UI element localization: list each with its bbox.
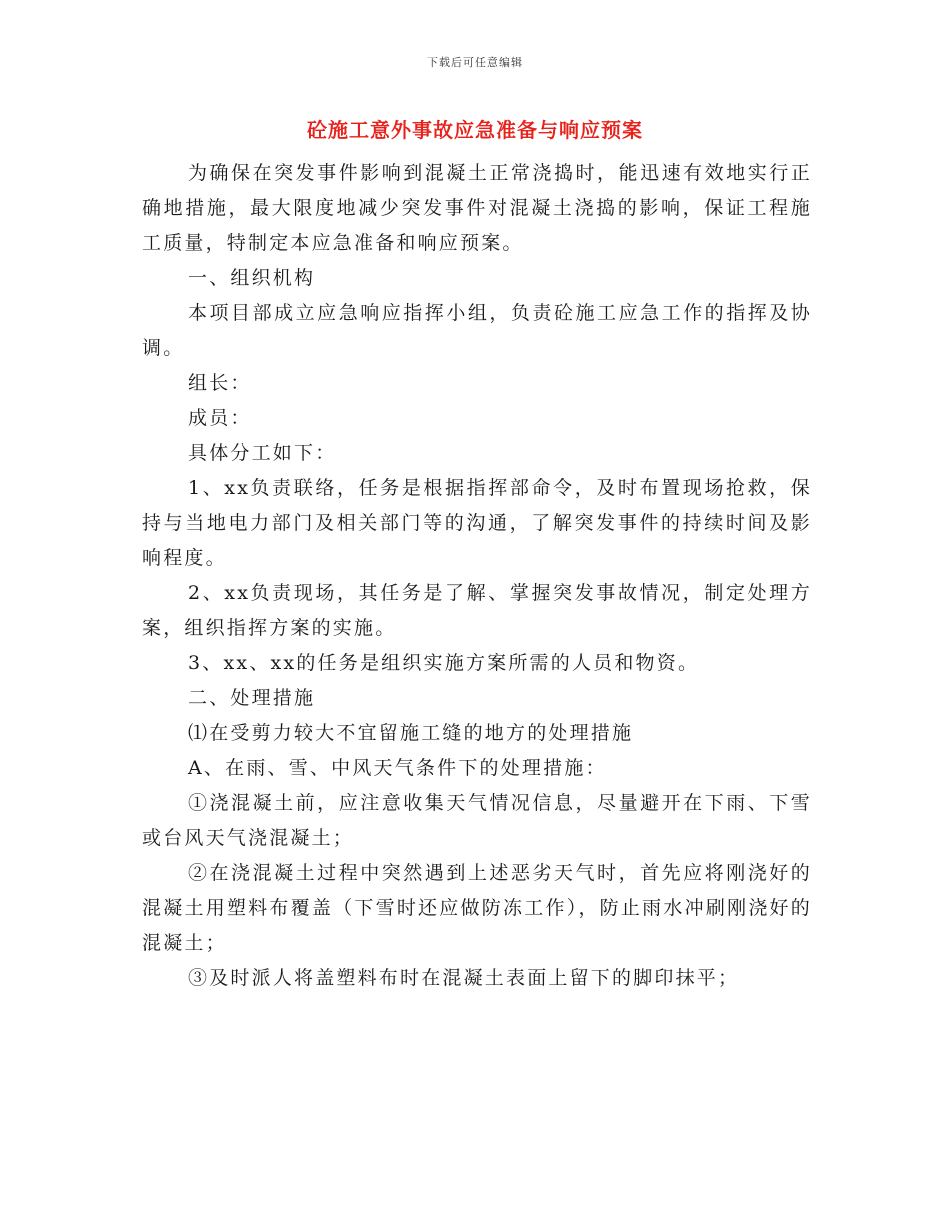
- paragraph: 为确保在突发事件影响到混凝土正常浇捣时，能迅速有效地实行正确地措施，最大限度地减少突发事件对混凝土浇捣的影响，保证工程施工质量，特制定本应急准备和响应预案。: [142, 162, 812, 254]
- header-note: 下载后可任意编辑: [427, 56, 523, 69]
- subsection-heading: A、在雨、雪、中风天气条件下的处理措施：: [188, 757, 607, 779]
- section-heading: 一、组织机构: [188, 267, 316, 289]
- document-title: 砼施工意外事故应急准备与响应预案: [307, 118, 643, 142]
- list-item: 3、xx、xx的任务是组织实施方案所需的人员和物资。: [188, 652, 700, 674]
- list-item: 1、xx负责联络，任务是根据指挥部命令，及时布置现场抢救，保持与当地电力部门及相关部门等的沟通，了解突发事件的持续时间及影响程度。: [142, 477, 812, 569]
- list-item: ②在浇混凝土过程中突然遇到上述恶劣天气时，首先应将刚浇好的混凝土用塑料布覆盖（下雪时还应做防冻工作），防止雨水冲刷刚浇好的混凝土；: [142, 862, 812, 954]
- paragraph: 具体分工如下：: [188, 442, 337, 464]
- subsection-heading: ⑴在受剪力较大不宜留施工缝的地方的处理措施: [188, 722, 634, 744]
- list-item: ③及时派人将盖塑料布时在混凝土表面上留下的脚印抹平；: [188, 967, 740, 989]
- list-item: ①浇混凝土前，应注意收集天气情况信息，尽量避开在下雨、下雪或台风天气浇混凝土；: [142, 792, 812, 849]
- paragraph: 成员：: [188, 407, 252, 429]
- paragraph: 本项目部成立应急响应指挥小组，负责砼施工应急工作的指挥及协调。: [142, 302, 812, 359]
- paragraph: 组长：: [188, 372, 252, 394]
- section-heading: 二、处理措施: [188, 687, 316, 709]
- list-item: 2、xx负责现场，其任务是了解、掌握突发事故情况，制定处理方案，组织指挥方案的实施。: [142, 582, 812, 639]
- document-body: [142, 156, 812, 996]
